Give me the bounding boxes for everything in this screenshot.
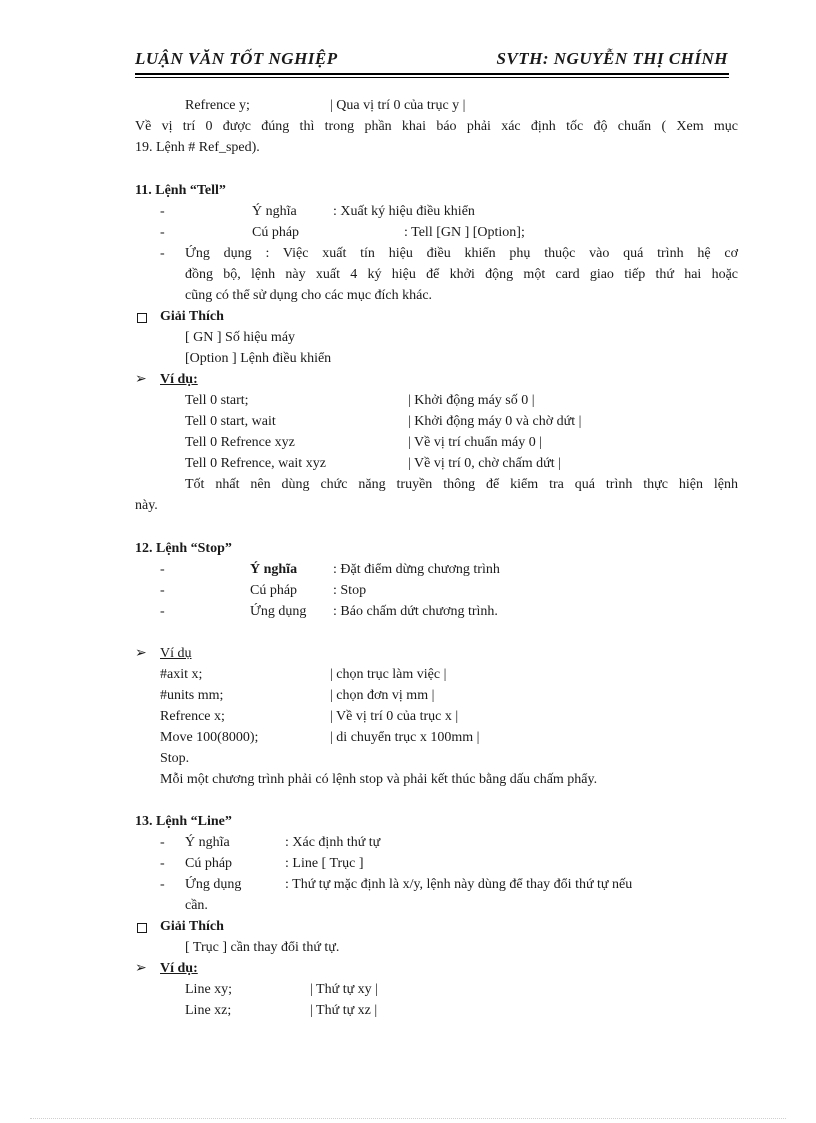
s12-ex-code: Refrence x; [160,709,225,724]
arrow-bullet-icon: ➢ [135,372,147,387]
s11-ex-code: Tell 0 Refrence, wait xyz [185,456,326,471]
s12-syntax-value: : Stop [333,583,367,598]
s11-meaning-value: : Xuất ký hiệu điều khiển [333,204,475,219]
s11-ex-code: Tell 0 start; [185,393,249,408]
s11-syntax-value: : Tell [GN ] [Option]; [404,225,525,240]
s12-ex-code: #units mm; [160,688,224,703]
square-bullet-icon [137,313,147,323]
s12-ex-comment: | chọn đơn vị mm | [330,688,435,703]
s13-ex-comment: | Thứ tự xz | [310,1003,378,1018]
s12-meaning-label: Ý nghĩa [250,562,298,577]
s11-usage-line-3: cũng có thể sử dụng cho các mục đích khác. [185,288,433,303]
s12-ex-comment: | di chuyển trục x 100mm | [330,730,480,745]
s13-ex-comment: | Thứ tự xy | [310,982,378,997]
s12-usage-label: Ứng dụng [250,604,307,619]
s13-ex-code: Line xz; [185,1003,232,1018]
s13-dash-3: - [160,877,165,892]
header-rule-thin [135,77,729,78]
footer-dotted-rule [30,1118,786,1119]
s11-ex-code: Tell 0 Refrence xyz [185,435,295,450]
s12-dash-3: - [160,604,165,619]
s11-example-title: Ví dụ: [160,372,198,387]
s11-dash-1: - [160,204,165,219]
s13-explain-title: Giải Thích [160,919,224,934]
s11-note-2: này. [135,498,158,513]
s13-dash-1: - [160,835,165,850]
s12-example-title: Ví dụ [160,646,192,661]
square-bullet-icon [137,923,147,933]
s13-dash-2: - [160,856,165,871]
s11-usage-line-1: Ứng dụng : Việc xuất tín hiệu điều khiển phụ thuộc vào quá trình hệ cơ [185,246,738,261]
s11-usage-line-2: đồng bộ, lệnh này xuất 4 ký hiệu để khởi động một card giao tiếp thứ hai hoặc [185,267,738,282]
s12-ex-comment: | Về vị trí 0 của trục x | [330,709,459,724]
s11-explain-title: Giải Thích [160,309,224,324]
s11-ex-code: Tell 0 start, wait [185,414,276,429]
s12-dash-2: - [160,583,165,598]
s13-syntax-value: : Line [ Trục ] [285,856,364,871]
arrow-bullet-icon: ➢ [135,961,147,976]
arrow-bullet-icon: ➢ [135,646,147,661]
s11-title: 11. Lệnh “Tell” [135,183,226,198]
s11-explain-1: [ GN ] Số hiệu máy [185,330,296,345]
intro-line-3: 19. Lệnh # Ref_sped). [135,140,260,155]
s13-usage-value: : Thứ tự mặc định là x/y, lệnh này dùng để thay đổi thứ tự nếu [285,877,633,892]
s11-ex-comment: | Về vị trí 0, chờ chấm dứt | [408,456,561,471]
s12-syntax-label: Cú pháp [250,583,298,598]
s13-usage-label: Ứng dụng [185,877,242,892]
s11-ex-comment: | Khởi động máy số 0 | [408,393,535,408]
s13-ex-code: Line xy; [185,982,233,997]
s11-syntax-label: Cú pháp [252,225,300,240]
intro-comment: | Qua vị trí 0 của trục y | [330,98,466,113]
s12-title: 12. Lệnh “Stop” [135,541,232,556]
s11-note-1: Tốt nhất nên dùng chức năng truyền thông để kiểm tra quá trình thực hiện lệnh [185,477,738,492]
s11-ex-comment: | Về vị trí chuẩn máy 0 | [408,435,543,450]
s11-dash-3: - [160,246,165,261]
s12-ex-comment: | chọn trục làm việc | [330,667,447,682]
s12-dash-1: - [160,562,165,577]
s11-explain-2: [Option ] Lệnh điều khiển [185,351,332,366]
header-left-title: LUẬN VĂN TỐT NGHIỆP [135,49,338,68]
s12-note: Mỗi một chương trình phải có lệnh stop và phải kết thúc bằng dấu chấm phẩy. [160,772,598,787]
s11-ex-comment: | Khởi động máy 0 và chờ dứt | [408,414,582,429]
s11-meaning-label: Ý nghĩa [252,204,297,219]
s13-usage-line-2: cần. [185,898,208,913]
s12-meaning-value: : Đặt điểm dừng chương trình [333,562,500,577]
s13-meaning-value: : Xác định thứ tự [285,835,381,850]
header-right-author: SVTH: NGUYỄN THỊ CHÍNH [496,49,728,68]
s13-explain-1: [ Trục ] cần thay đổi thứ tự. [185,940,340,955]
s13-title: 13. Lệnh “Line” [135,814,232,829]
s13-syntax-label: Cú pháp [185,856,233,871]
intro-line-2: Về vị trí 0 được đúng thì trong phần khai báo phải xác định tốc độ chuẩn ( Xem mục [135,119,738,134]
s11-dash-2: - [160,225,165,240]
s13-example-title: Ví dụ: [160,961,198,976]
s13-meaning-label: Ý nghĩa [185,835,230,850]
s12-ex-code: Move 100(8000); [160,730,259,745]
s12-usage-value: : Báo chấm dứt chương trình. [333,604,498,619]
header-rule-thick [135,73,729,75]
s12-ex-code: #axit x; [160,667,203,682]
intro-code: Refrence y; [185,98,250,113]
s12-stop: Stop. [160,751,190,766]
